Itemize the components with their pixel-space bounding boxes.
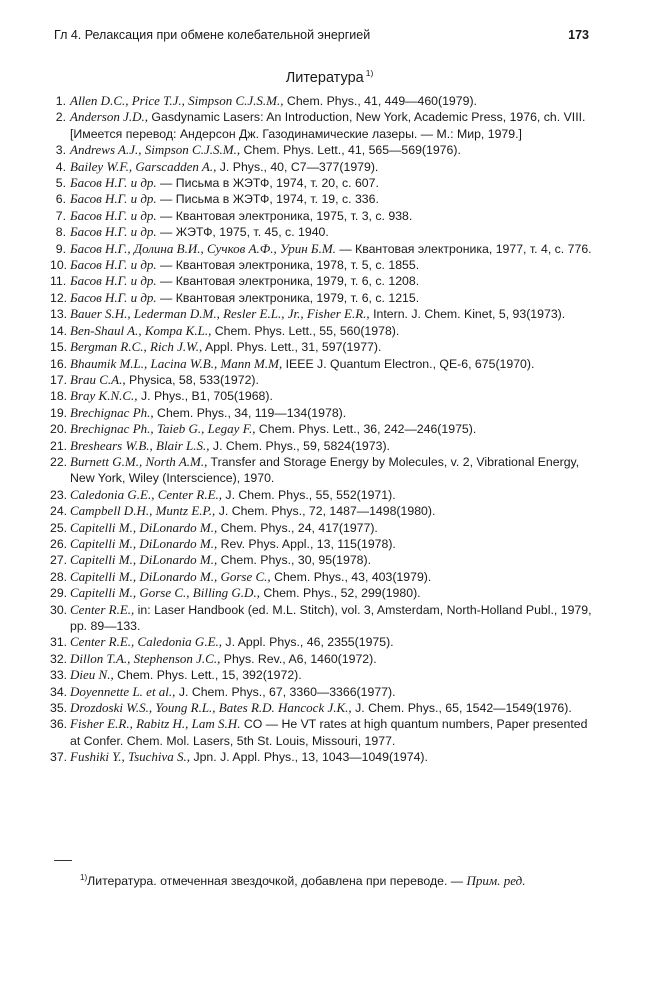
- reference-number: 29.: [50, 586, 68, 601]
- reference-authors: Bergman R.C., Rich J.W.,: [70, 339, 203, 355]
- reference-authors: Breshears W.B., Blair L.S.,: [70, 437, 210, 453]
- reference-authors: Басов Н.Г. и др.: [70, 257, 157, 273]
- reference-item: [50, 109, 595, 142]
- page-number: 173: [568, 28, 589, 42]
- reference-number: 23.: [50, 487, 68, 502]
- reference-item: [50, 684, 595, 700]
- reference-citation: J. Chem. Phys., 67, 3360—3366(1977).: [175, 684, 396, 699]
- reference-number: 12.: [50, 290, 68, 305]
- reference-number: 15.: [50, 340, 68, 355]
- reference-number: 3.: [55, 143, 66, 158]
- reference-number: 13.: [50, 307, 68, 322]
- reference-item: [50, 208, 595, 224]
- reference-citation: — Квантовая электроника, 1975, т. 3, с. 938.: [156, 208, 413, 223]
- reference-citation: Chem. Phys. Lett., 15, 392(1972).: [113, 668, 302, 683]
- reference-item: [50, 273, 595, 289]
- reference-authors: Басов Н.Г. и др.: [70, 224, 157, 240]
- reference-citation: — Квантовая электроника, 1979, т. 6, с. 1215.: [156, 290, 420, 305]
- reference-item: [50, 241, 595, 257]
- reference-authors: Fisher E.R., Rabitz H., Lam S.H.: [70, 716, 241, 732]
- reference-item: [50, 503, 595, 519]
- footnote: [80, 873, 525, 889]
- reference-citation: J. Chem. Phys., 65, 1542—1549(1976).: [351, 701, 572, 716]
- reference-number: 31.: [50, 635, 68, 650]
- reference-number: 26.: [50, 536, 68, 551]
- reference-item: [50, 454, 595, 487]
- reference-number: 14.: [50, 323, 68, 338]
- reference-item: [50, 339, 595, 355]
- reference-authors: Fushiki Y., Tsuchiva S.,: [70, 749, 191, 765]
- reference-item: [50, 520, 595, 536]
- reference-citation: Chem. Phys. Lett., 36, 242—246(1975).: [255, 422, 477, 437]
- reference-item: [50, 651, 595, 667]
- reference-citation: Rev. Phys. Appl., 13, 115(1978).: [217, 536, 396, 551]
- reference-item: [50, 667, 595, 683]
- reference-authors: Andrews A.J., Simpson C.J.S.M.,: [70, 142, 241, 158]
- reference-number: 37.: [50, 750, 68, 765]
- reference-item: [50, 405, 595, 421]
- reference-citation: Intern. J. Chem. Kinet, 5, 93(1973).: [369, 307, 566, 322]
- reference-authors: Ben-Shaul A., Kompa K.L.,: [70, 322, 212, 338]
- reference-authors: Басов Н.Г. и др.: [70, 273, 157, 289]
- reference-authors: Brechignac Ph.,: [70, 404, 154, 420]
- reference-citation: — Квантовая электроника, 1978, т. 5, с. 1855.: [156, 258, 420, 273]
- reference-authors: Brau C.A.,: [70, 371, 126, 387]
- reference-citation: Chem. Phys., 30, 95(1978).: [217, 553, 372, 568]
- reference-authors: Drozdoski W.S., Young R.L., Bates R.D. Hancock J.K.,: [70, 700, 352, 716]
- reference-citation: CO — He VT rates at high quantum numbers, Paper presented at Confer. Chem. Mol. Lasers, 5th St. Louis, Missouri, 1977.: [70, 717, 588, 748]
- reference-number: 22.: [50, 454, 68, 469]
- reference-citation: J. Appl. Phys., 46, 2355(1975).: [222, 635, 394, 650]
- reference-citation: Transfer and Storage Energy by Molecules, v. 2, Vibrational Energy, New York, Wiley (Interscience), 1970.: [70, 454, 580, 486]
- reference-number: 10.: [50, 258, 68, 273]
- reference-number: 11.: [50, 274, 67, 289]
- footnote-emphasis: Прим. ред.: [466, 873, 526, 888]
- reference-number: 1.: [55, 94, 66, 108]
- reference-citation: Chem. Phys., 34, 119—134(1978).: [153, 405, 347, 420]
- reference-number: 17.: [50, 372, 68, 387]
- reference-item: [50, 552, 595, 568]
- reference-authors: Burnett G.M., North A.M.,: [70, 453, 208, 469]
- reference-number: 33.: [50, 668, 68, 683]
- reference-authors: Басов Н.Г., Долина В.И., Сучков А.Ф., Урин Б.М.: [70, 240, 336, 256]
- reference-citation: Phys. Rev., A6, 1460(1972).: [220, 651, 377, 666]
- reference-number: 28.: [50, 569, 68, 584]
- reference-number: 32.: [50, 651, 68, 666]
- section-title: [0, 68, 659, 86]
- reference-item: [50, 93, 595, 109]
- reference-number: 36.: [50, 717, 68, 732]
- reference-authors: Басов Н.Г. и др.: [70, 175, 157, 191]
- reference-number: 24.: [50, 504, 68, 519]
- reference-item: [50, 356, 595, 372]
- reference-citation: IEEE J. Quantum Electron., QE-6, 675(1970).: [282, 356, 535, 371]
- reference-number: 20.: [50, 422, 68, 437]
- reference-citation: — Квантовая электроника, 1979, т. 6, с. 1208.: [156, 274, 420, 289]
- reference-item: [50, 372, 595, 388]
- reference-authors: Bray K.N.C.,: [70, 388, 138, 404]
- reference-citation: J. Chem. Phys., 55, 552(1971).: [222, 487, 396, 502]
- reference-number: 30.: [50, 602, 68, 617]
- reference-item: [50, 421, 595, 437]
- reference-authors: Bauer S.H., Lederman D.M., Resler E.L., Jr., Fisher E.R.,: [70, 306, 370, 322]
- reference-authors: Басов Н.Г. и др.: [70, 289, 157, 305]
- reference-item: [50, 700, 595, 716]
- reference-authors: Capitelli M., DiLonardo M.,: [70, 535, 218, 551]
- reference-citation: J. Phys., 40, C7—377(1979).: [216, 159, 379, 174]
- reference-item: [50, 175, 595, 191]
- reference-citation: J. Phys., B1, 705(1968).: [137, 389, 273, 404]
- reference-number: 34.: [50, 684, 68, 699]
- reference-authors: Bailey W.F., Garscadden A.,: [70, 158, 217, 174]
- reference-citation: — ЖЭТФ, 1975, т. 45, с. 1940.: [156, 225, 329, 240]
- reference-authors: Bhaumik M.L., Lacina W.B., Mann M.M,: [70, 355, 283, 371]
- title-footnote-mark: 1): [365, 68, 374, 78]
- reference-item: [50, 602, 595, 635]
- reference-item: [50, 142, 595, 158]
- reference-number: 4.: [55, 159, 66, 174]
- reference-citation: Chem. Phys., 52, 299(1980).: [259, 586, 421, 601]
- reference-number: 16.: [50, 356, 68, 371]
- reference-citation: in: Laser Handbook (ed. M.L. Stitch), vol. 3, Amsterdam, North-Holland Publ., 1979, pp. 89—133.: [70, 602, 592, 633]
- reference-item: [50, 569, 595, 585]
- reference-item: [50, 257, 595, 273]
- footnote-mark: 1): [80, 873, 88, 882]
- section-title-text: Литература: [285, 70, 364, 86]
- reference-number: 8.: [55, 225, 66, 240]
- reference-citation: — Письма в ЖЭТФ, 1974, т. 19, с. 336.: [156, 192, 379, 207]
- reference-item: [50, 487, 595, 503]
- reference-number: 18.: [50, 389, 68, 404]
- reference-citation: Physica, 58, 533(1972).: [125, 372, 259, 387]
- reference-authors: Anderson J.D.,: [70, 109, 148, 125]
- reference-item: [50, 323, 595, 339]
- reference-authors: Capitelli M., DiLonardo M., Gorse C.,: [70, 568, 271, 584]
- reference-item: [50, 159, 595, 175]
- reference-authors: Center R.E.,: [70, 601, 135, 617]
- reference-citation: Appl. Phys. Lett., 31, 597(1977).: [202, 340, 382, 355]
- footnote-text: Литература. отмеченная звездочкой, добавлена при переводе. —: [87, 874, 467, 888]
- reference-number: 35.: [50, 701, 68, 716]
- reference-list: [50, 93, 595, 766]
- reference-citation: Chem. Phys. Lett., 41, 565—569(1976).: [240, 143, 461, 158]
- reference-authors: Басов Н.Г. и др.: [70, 191, 157, 207]
- reference-number: 19.: [50, 405, 68, 420]
- reference-number: 7.: [55, 208, 66, 223]
- reference-item: [50, 290, 595, 306]
- reference-authors: Басов Н.Г. и др.: [70, 207, 157, 223]
- reference-number: 27.: [50, 553, 68, 568]
- reference-item: [50, 438, 595, 454]
- reference-authors: Capitelli M., DiLonardo M.,: [70, 552, 218, 568]
- reference-citation: J. Chem. Phys., 59, 5824(1973).: [209, 438, 390, 453]
- reference-item: [50, 306, 595, 322]
- reference-number: 21.: [50, 438, 68, 453]
- reference-item: [50, 388, 595, 404]
- reference-number: 25.: [50, 520, 68, 535]
- reference-authors: Dieu N.,: [70, 667, 114, 683]
- reference-citation: Chem. Phys., 43, 403(1979).: [270, 569, 432, 584]
- reference-authors: Allen D.C., Price T.J., Simpson C.J.S.M.,: [70, 93, 284, 108]
- reference-authors: Doyennette L. et al.,: [70, 683, 176, 699]
- reference-authors: Capitelli M., Gorse C., Billing G.D.,: [70, 585, 260, 601]
- reference-citation: J. Chem. Phys., 72, 1487—1498(1980).: [215, 504, 436, 519]
- footnote-rule: [54, 860, 72, 861]
- reference-item: [50, 749, 595, 765]
- reference-number: 5.: [55, 176, 66, 191]
- reference-citation: — Письма в ЖЭТФ, 1974, т. 20, с. 607.: [156, 176, 379, 191]
- reference-item: [50, 716, 595, 749]
- reference-authors: Center R.E., Caledonia G.E.,: [70, 634, 223, 650]
- reference-item: [50, 536, 595, 552]
- reference-number: 9.: [55, 241, 66, 256]
- reference-citation: — Квантовая электроника, 1977, т. 4, с. 776.: [335, 241, 592, 256]
- reference-citation: Jpn. J. Appl. Phys., 13, 1043—1049(1974).: [190, 750, 428, 765]
- reference-authors: Caledonia G.E., Center R.E.,: [70, 486, 223, 502]
- reference-authors: Dillon T.A., Stephenson J.C.,: [70, 650, 221, 666]
- reference-authors: Campbell D.H., Muntz E.P.,: [70, 503, 216, 519]
- running-head: Гл 4. Релаксация при обмене колебательной энергией: [54, 28, 371, 42]
- reference-citation: Chem. Phys., 24, 417(1977).: [217, 520, 378, 535]
- reference-item: [50, 634, 595, 650]
- reference-authors: Capitelli M., DiLonardo M.,: [70, 519, 218, 535]
- reference-item: [50, 224, 595, 240]
- reference-citation: Chem. Phys. Lett., 55, 560(1978).: [211, 323, 400, 338]
- reference-item: [50, 585, 595, 601]
- reference-citation: Gasdynamic Lasers: An Introduction, New York, Academic Press, 1976, ch. VIII. [Имеется перевод: Андерсон Дж. Газодинамические лазеры. — М.: Мир, 1979.]: [70, 110, 586, 141]
- reference-number: 6.: [55, 192, 66, 207]
- reference-number: 2.: [55, 110, 66, 125]
- reference-citation: Chem. Phys., 41, 449—460(1979).: [283, 94, 477, 108]
- reference-authors: Brechignac Ph., Taieb G., Legay F.,: [70, 421, 256, 437]
- reference-item: [50, 191, 595, 207]
